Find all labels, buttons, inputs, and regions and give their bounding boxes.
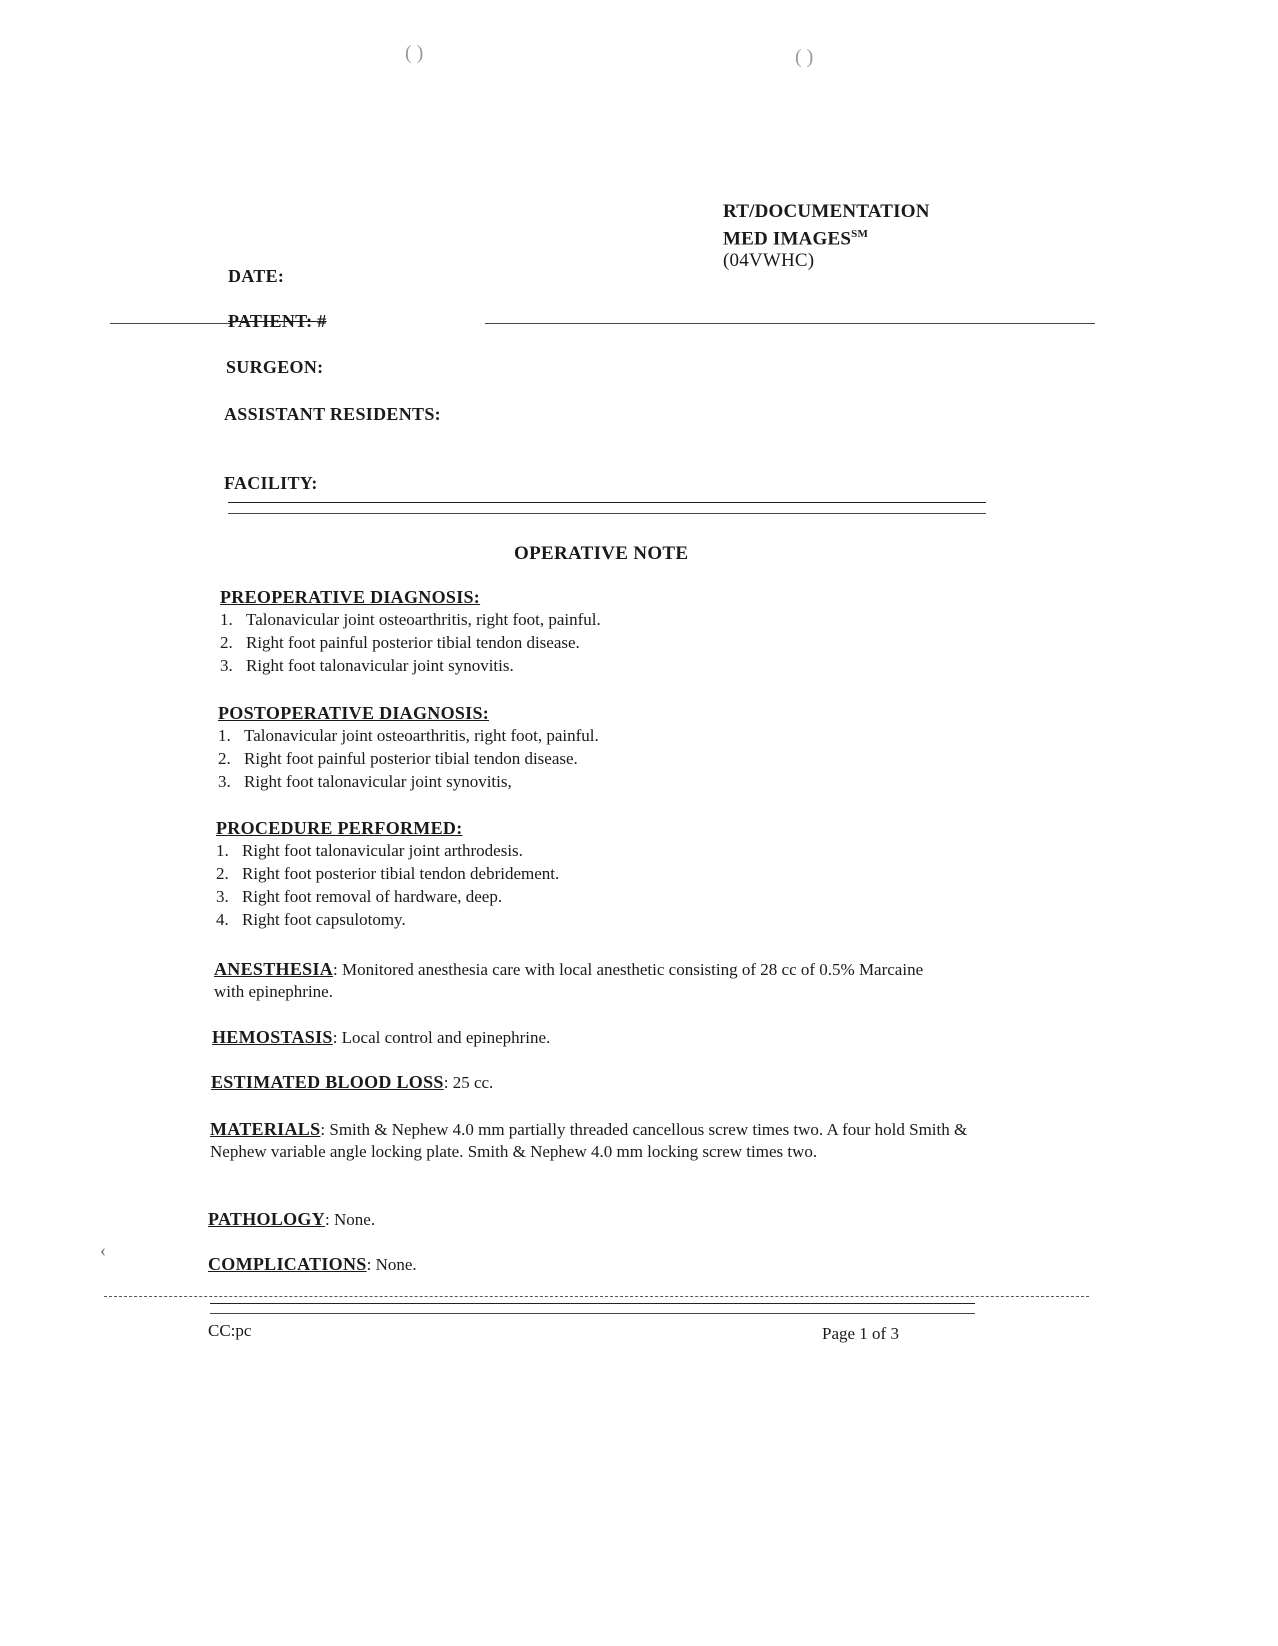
header-line-3: (04VWHC) (723, 250, 815, 272)
preoperative-item (220, 654, 601, 677)
procedure-item (216, 885, 559, 908)
procedure-section (216, 818, 559, 931)
margin-mark: ‹ (100, 1240, 106, 1260)
blood-loss-text: : 25 cc. (443, 1073, 494, 1092)
preoperative-item (220, 631, 601, 654)
assistant-residents-field: ASSISTANT RESIDENTS: (224, 404, 441, 424)
procedure-item (216, 839, 559, 862)
postoperative-item (218, 747, 599, 770)
patient-field: PATIENT: # (228, 311, 327, 331)
complications-text: : None. (366, 1255, 417, 1274)
postoperative-item-number: 2. (218, 749, 231, 768)
procedure-item-number: 4. (216, 910, 229, 929)
facility-rule-top (228, 502, 986, 503)
postoperative-item (218, 770, 599, 793)
hole-punch-mark-right: ( ) (795, 46, 814, 68)
footer-rule-dashed (104, 1296, 1089, 1297)
anesthesia-text: : Monitored anesthesia care with local anesthetic consisting of 28 cc of 0.5% Marcaine with epinephrine. (214, 960, 924, 1001)
header-line-1: RT/DOCUMENTATION (723, 201, 930, 222)
postoperative-item-number: 3. (218, 772, 231, 791)
procedure-item-text: Right foot capsulotomy. (242, 910, 406, 929)
procedure-item-text: Right foot talonavicular joint arthrodesis. (242, 841, 523, 860)
patient-rule-right (485, 323, 1095, 324)
hemostasis-label: HEMOSTASIS (212, 1027, 333, 1047)
preoperative-item (220, 608, 601, 631)
complications-label: COMPLICATIONS (208, 1254, 367, 1274)
materials-text: : Smith & Nephew 4.0 mm partially threaded cancellous screw times two. A four hold Smith & Nephew variable angle locking plate. Smith & Nephew 4.0 mm locking screw times two. (210, 1120, 968, 1161)
anesthesia-paragraph (214, 958, 954, 1003)
document-header (723, 201, 930, 272)
preoperative-heading: PREOPERATIVE DIAGNOSIS: (220, 587, 481, 607)
footer-rule-bottom (210, 1313, 975, 1314)
hemostasis-text: : Local control and epinephrine. (332, 1028, 551, 1047)
postoperative-item-text: Right foot talonavicular joint synovitis, (244, 772, 512, 791)
postoperative-item-number: 1. (218, 726, 231, 745)
preoperative-item-number: 1. (220, 610, 233, 629)
procedure-item-text: Right foot removal of hardware, deep. (242, 887, 503, 906)
footer-page-number: Page 1 of 3 (822, 1324, 899, 1343)
procedure-item-number: 3. (216, 887, 229, 906)
complications-paragraph (208, 1253, 948, 1276)
anesthesia-label: ANESTHESIA (214, 959, 334, 979)
postoperative-section (218, 703, 599, 793)
materials-label: MATERIALS (210, 1119, 321, 1139)
procedure-item (216, 862, 559, 885)
postoperative-heading: POSTOPERATIVE DIAGNOSIS: (218, 703, 490, 723)
facility-rule-bottom (228, 513, 986, 514)
preoperative-item-text: Talonavicular joint osteoarthritis, right foot, painful. (246, 610, 601, 629)
procedure-item-text: Right foot posterior tibial tendon debridement. (242, 864, 560, 883)
postoperative-item-text: Right foot painful posterior tibial tendon disease. (244, 749, 578, 768)
hemostasis-paragraph (212, 1026, 952, 1049)
postoperative-item (218, 724, 599, 747)
procedure-item (216, 908, 559, 931)
facility-field: FACILITY: (224, 473, 318, 493)
postoperative-list (218, 724, 599, 793)
footer-initials: CC:pc (208, 1321, 252, 1340)
header-line-2: MED IMAGES℠ (723, 228, 869, 250)
preoperative-item-text: Right foot talonavicular joint synovitis. (246, 656, 514, 675)
surgeon-field: SURGEON: (226, 357, 324, 377)
page-title: OPERATIVE NOTE (514, 543, 689, 564)
hole-punch-mark-left: ( ) (405, 42, 424, 64)
pathology-paragraph (208, 1208, 948, 1231)
preoperative-item-number: 2. (220, 633, 233, 652)
postoperative-item-text: Talonavicular joint osteoarthritis, right foot, painful. (244, 726, 599, 745)
preoperative-item-number: 3. (220, 656, 233, 675)
date-field: DATE: (228, 266, 285, 286)
pathology-label: PATHOLOGY (208, 1209, 326, 1229)
preoperative-item-text: Right foot painful posterior tibial tendon disease. (246, 633, 580, 652)
blood-loss-paragraph (211, 1071, 951, 1094)
procedure-item-number: 1. (216, 841, 229, 860)
preoperative-section (220, 587, 601, 677)
pathology-text: : None. (325, 1210, 376, 1229)
procedure-heading: PROCEDURE PERFORMED: (216, 818, 463, 838)
materials-paragraph (210, 1118, 970, 1163)
procedure-item-number: 2. (216, 864, 229, 883)
footer-rule-top (210, 1303, 975, 1304)
preoperative-list (220, 608, 601, 677)
procedure-list (216, 839, 559, 931)
blood-loss-label: ESTIMATED BLOOD LOSS (211, 1072, 444, 1092)
patient-rule-left (110, 323, 230, 324)
